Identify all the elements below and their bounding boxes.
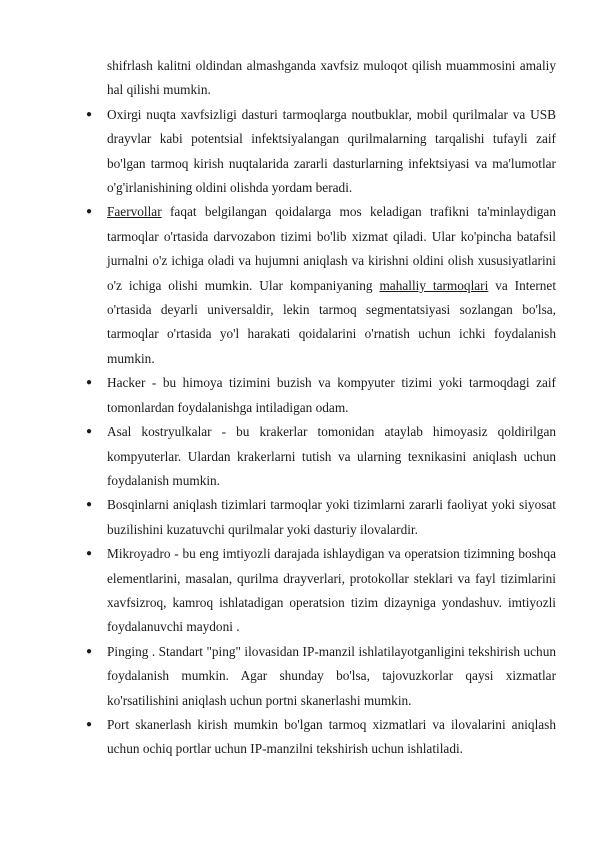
bullet-icon: ● (86, 206, 93, 218)
bullet-list (86, 103, 557, 762)
firewalls-link[interactable]: Faervollar (107, 204, 162, 220)
list-item-text: Hacker - bu himoya tizimini buzish va kompyuter tizimi yoki tarmoqdagi zaif tomonlardan foydalanishga intiladigan odam. (107, 375, 556, 415)
bullet-icon: ● (86, 426, 93, 438)
list-item-text: va Internet o'rtasida deyarli universaldir, lekin tarmoq segmentatsiyasi sozlangan bo'lsa, tarmoqlar o'rtasida yo'l harakati qoidalarini o'rnatish uchun ichki foydalanish mumkin. (107, 277, 557, 366)
bullet-icon: ● (86, 645, 93, 657)
intro-paragraph: shifrlash kalitni oldindan almashganda xavfsiz muloqot qilish muammosini amaliy hal qilishi mumkin. (107, 58, 556, 98)
list-item-hacker (86, 371, 556, 420)
list-item-text: Port skanerlash kirish mumkin bo'lgan tarmoq xizmatlari va ilovalarini aniqlash uchun ochiq portlar uchun IP-manzilni tekshirish uchun ishlatiladi. (107, 716, 556, 757)
list-item-intrusion-detection (86, 493, 556, 542)
list-item-text: Asal kostryulkalar - bu krakerlar tomonidan ataylab himoyasiz qoldirilgan kompyuterlar. Ulardan krakerlarni tutish va ularning texnikasini aniqlash uchun foydalanish mumkin. (107, 424, 556, 488)
list-item-firewalls (86, 200, 557, 371)
bullet-icon: ● (86, 548, 93, 560)
bullet-icon: ● (86, 718, 93, 730)
list-item-port-scanning (86, 713, 556, 762)
list-item-endpoint-security (86, 103, 556, 201)
list-item-pinging (86, 640, 556, 713)
list-item-honeypots (86, 420, 556, 493)
list-item-text: Bosqinlarni aniqlash tizimlari tarmoqlar yoki tizimlarni zararli faoliyat yoki siyosat buzilishini kuzatuvchi qurilmalar yoki dasturiy ilovalardir. (107, 497, 556, 537)
bullet-icon: ● (86, 108, 93, 120)
list-item-text: Pinging . Standart "ping" ilovasidan IP-manzil ishlatilayotganligini tekshirish uchun foydalanish mumkin. Agar shunday bo'lsa, tajovuzkorlar qaysi xizmatlar ko'rsatilishini aniqlash uchun portni skanerlashi mumkin. (107, 643, 556, 708)
page-content (86, 54, 557, 762)
list-item-text: Oxirgi nuqta xavfsizligi dasturi tarmoqlarga noutbuklar, mobil qurilmalar va USB drayvlar kabi potentsial infektsiyalangan qurilmalarning tarqalishi tufayli zaif bo'lgan tarmoq kirish nuqtalarida zararli dasturlarning infektsiyasi va ma'lumotlar o'g'irlanishining oldini olishda yordam beradi. (107, 106, 556, 196)
local-networks-link[interactable]: mahalliy tarmoqlari (379, 277, 489, 293)
list-item-text: Mikroyadro - bu eng imtiyozli darajada ishlaydigan va operatsion tizimning boshqa elementlarini, masalan, qurilma drayverlari, protokollar steklari va fayl tizimlarini xavfsizroq, kamroq ishlatadigan operatsion tizim dizayniga yondashuv. imtiyozli foydalanuvchi maydoni . (107, 546, 556, 635)
list-item-microkernel (86, 542, 556, 640)
bullet-icon: ● (86, 499, 93, 511)
bullet-icon: ● (86, 377, 93, 389)
list-item-text: faqat belgilangan qoidalarga mos keladigan trafikni ta'minlaydigan tarmoqlar o'rtasida darvozabon tizimi bo'lib xizmat qiladi. Ular ko'pincha batafsil jurnalni o'z ichiga oladi va hujumni aniqlash va kirishni oldini olish xususiyatlarini o'z ichiga olishi mumkin. Ular kompaniyaning (107, 204, 556, 293)
